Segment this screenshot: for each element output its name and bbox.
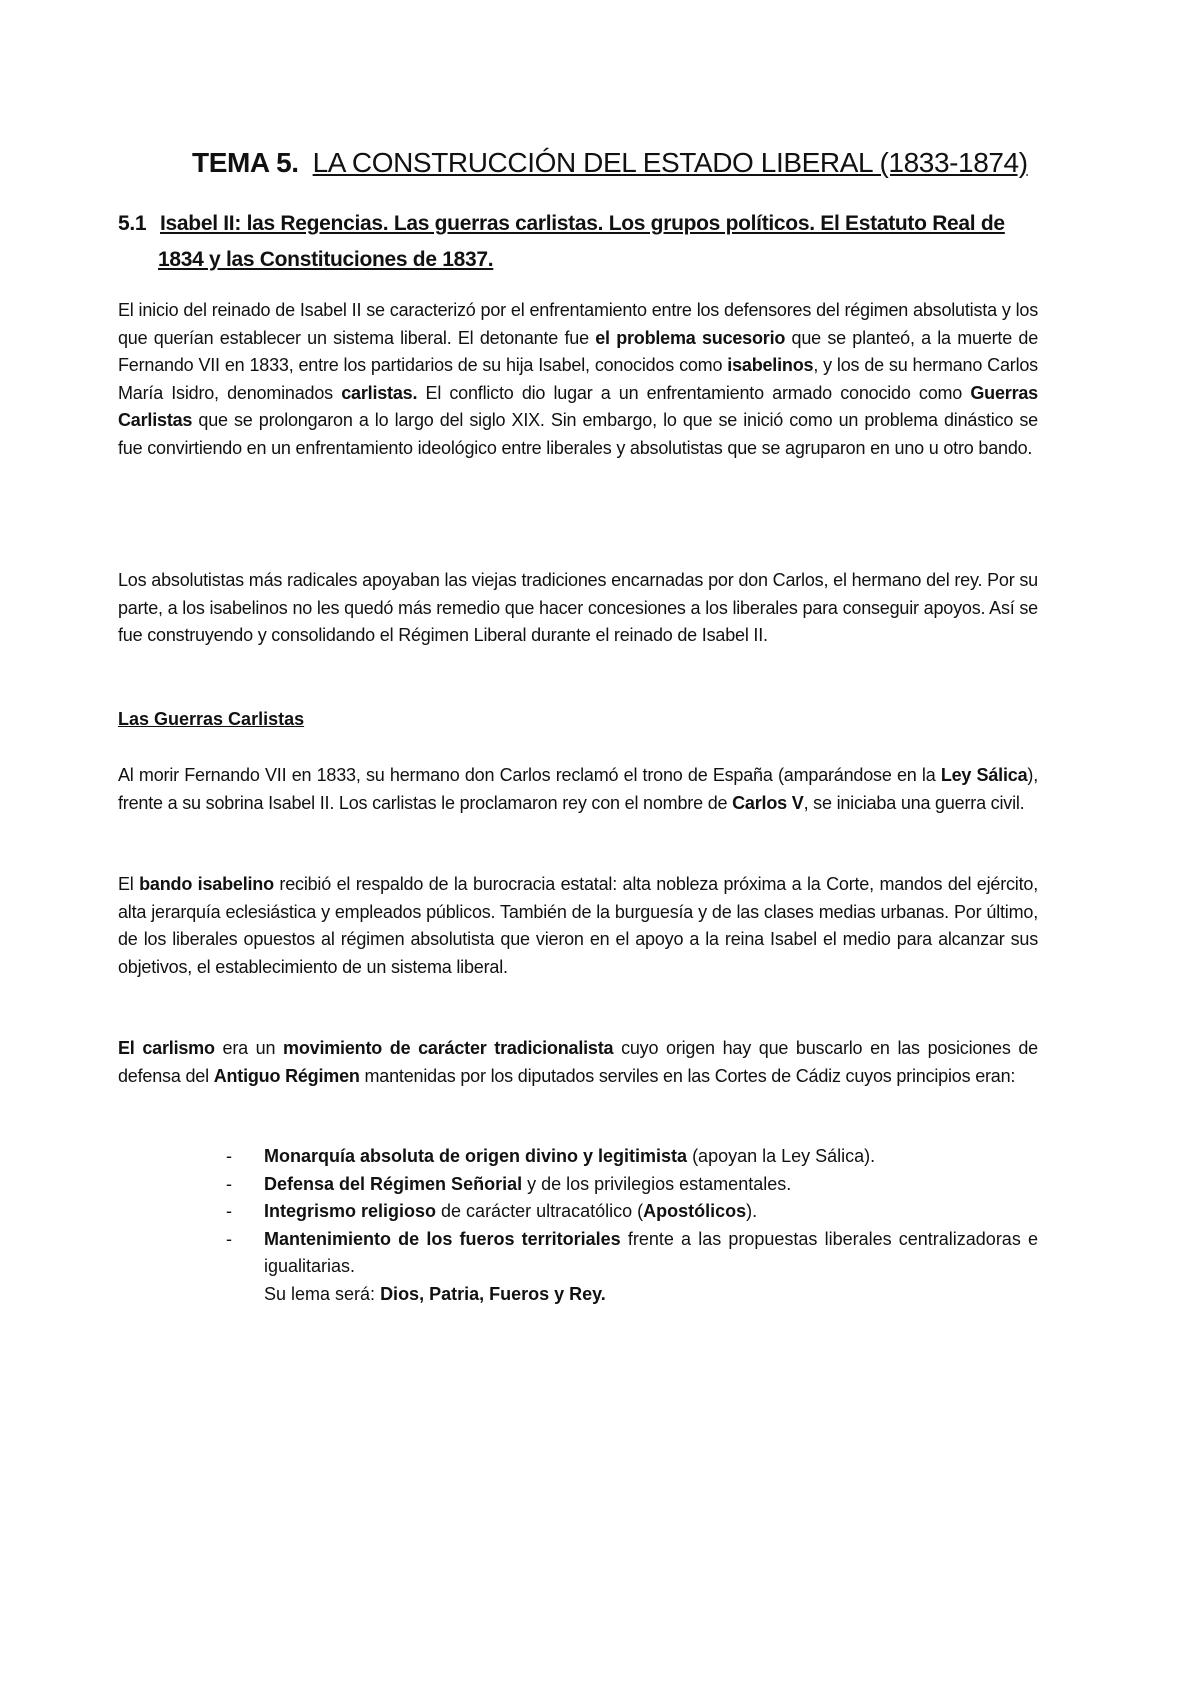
p1-text-e: El conflicto dio lugar a un enfrentamiento armado conocido como (417, 382, 971, 403)
paragraph-5 (118, 1035, 1038, 1090)
p1-bold-2: isabelinos (727, 355, 814, 375)
list-item-bold: Monarquía absoluta de origen divino y legitimista (264, 1146, 688, 1166)
section-title-line-2: 1834 y las Constituciones de 1837. (158, 248, 494, 271)
section-title (118, 206, 1038, 278)
list-item (226, 1143, 1038, 1171)
p5-bold-2: movimiento de carácter tradicionalista (283, 1038, 614, 1058)
section-title-line-1: Isabel II: las Regencias. Las guerras carlistas. Los grupos políticos. El Estatuto Real de (160, 212, 1005, 235)
principles-list (226, 1143, 1038, 1308)
heading-guerras-carlistas: Las Guerras Carlistas (118, 709, 305, 729)
motto-label: Su lema será: (264, 1283, 381, 1304)
paragraph-3 (118, 762, 1038, 817)
p3-bold-1: Ley Sálica (940, 765, 1028, 785)
list-item-bold-2: Apostólicos (643, 1201, 747, 1221)
list-item (226, 1198, 1038, 1226)
p1-bold-3: carlistas. (341, 382, 418, 403)
list-item (226, 1171, 1038, 1199)
list-item-text: (apoyan la Ley Sálica). (687, 1146, 876, 1166)
title-label: TEMA 5. (192, 147, 299, 178)
p3-text-a: Al morir Fernando VII en 1833, su hermano don Carlos reclamó el trono de España (amparándose en la (118, 765, 941, 785)
list-item-text: de carácter ultracatólico ( (436, 1201, 644, 1221)
list-dash: - (226, 1173, 232, 1194)
list-item-text: frente a las propuestas liberales centralizadoras e igualitarias. (264, 1228, 1038, 1276)
p3-bold-2: Carlos V (732, 792, 804, 813)
list-item-bold: Mantenimiento de los fueros territoriales (264, 1228, 621, 1249)
p3-text-d: , se iniciaba una guerra civil. (803, 792, 1025, 813)
p5-text-d: mantenidas por los diputados serviles en las Cortes de Cádiz cuyos principios eran: (359, 1065, 1016, 1086)
p4-bold-1: bando isabelino (139, 874, 274, 894)
motto-text: Dios, Patria, Fueros y Rey. (380, 1283, 606, 1304)
p5-text-c: cuyo origen hay que buscarlo en las posiciones de defensa del (118, 1038, 1038, 1086)
motto (226, 1281, 1038, 1309)
p1-text-a: El inicio del reinado de Isabel II se caracterizó por el enfrentamiento entre los defensores del régimen absolutista y los que querían establecer un sistema liberal. El detonante fue (118, 300, 1038, 348)
p5-text-a: era un (214, 1038, 284, 1058)
p1-text-d: , y los de su hermano Carlos María Isidro, denominados (118, 355, 1038, 403)
p1-bold-4: Guerras Carlistas (118, 382, 1038, 430)
paragraph-4 (118, 871, 1038, 981)
p1-bold-1: el problema sucesorio (595, 327, 786, 348)
list-dash: - (226, 1146, 232, 1166)
document-title (192, 146, 1028, 180)
p5-bold-3: Antiguo Régimen (213, 1065, 360, 1086)
paragraph-2: Los absolutistas más radicales apoyaban las viejas tradiciones encarnadas por don Carlos, el hermano del rey. Por su parte, a los isabelinos no les quedó más remedio que hacer concesiones a los liberales para conseguir apoyos. Así se fue construyendo y consolidando el Régimen Liberal durante el reinado de Isabel II. (118, 570, 1038, 645)
p4-text-c: recibió el respaldo de la burocracia estatal: alta nobleza próxima a la Corte, mandos del ejército, alta jerarquía eclesiástica y empleados públicos. También de la burguesía y de las clases medias urbanas. Por último, de los liberales opuestos al régimen absolutista que vieron en el apoyo a la reina Isabel el medio para alcanzar sus objetivos, el establecimiento de un sistema liberal. (118, 874, 1039, 977)
list-dash: - (226, 1228, 232, 1249)
list-item-text: y de los privilegios estamentales. (522, 1173, 792, 1194)
p4-text-a: El (118, 874, 140, 894)
p1-text-f: que se prolongaron a lo largo del siglo XIX. Sin embargo, lo que se inició como un problema dinástico se fue convirtiendo en un enfrentamiento ideológico entre liberales y absolutistas que se agruparon en uno u otro bando. (118, 410, 1038, 458)
list-item (226, 1226, 1038, 1281)
p3-text-c: ), frente a su sobrina Isabel II. Los carlistas le proclamaron rey con el nombre de (118, 765, 1039, 813)
p5-bold-1: El carlismo (118, 1038, 215, 1058)
title-text: LA CONSTRUCCIÓN DEL ESTADO LIBERAL (1833-1874) (312, 147, 1028, 178)
p1-text-c: que se planteó, a la muerte de Fernando VII en 1833, entre los partidarios de su hija Isabel, conocidos como (118, 327, 1038, 375)
list-dash: - (226, 1201, 232, 1221)
list-item-text-2: ). (746, 1201, 758, 1221)
paragraph-1 (118, 297, 1038, 462)
list-item-bold: Defensa del Régimen Señorial (264, 1173, 523, 1194)
section-number: 5.1 (118, 212, 147, 235)
list-item-bold: Integrismo religioso (264, 1201, 437, 1221)
